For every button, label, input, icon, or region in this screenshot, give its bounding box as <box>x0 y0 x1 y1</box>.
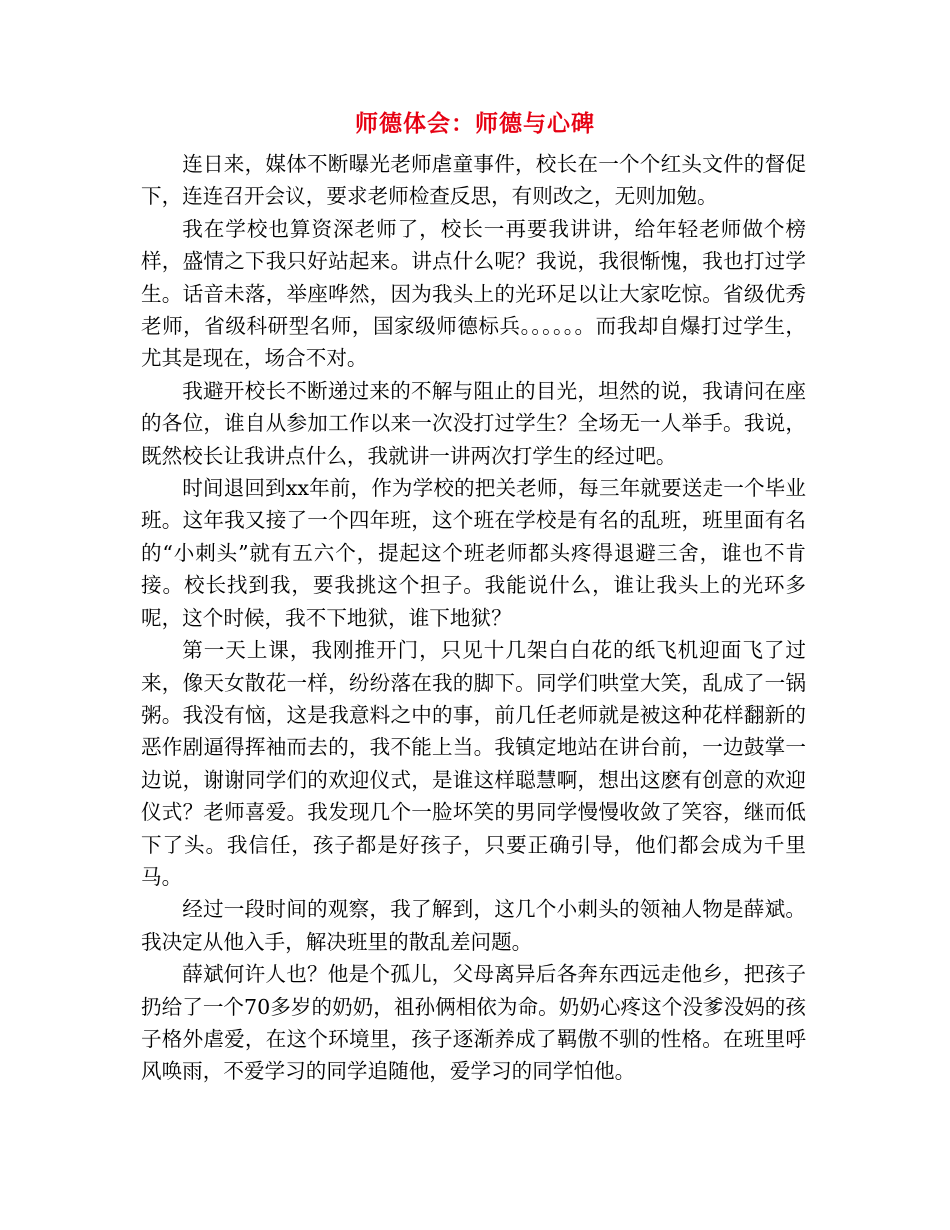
paragraph-7: 薛斌何许人也？他是个孤儿，父母离异后各奔东西远走他乡，把孩子扔给了一个70多岁的奶奶，祖孙俩相依为命。奶奶心疼这个没爹没妈的孩子格外虐爱，在这个环境里，孩子逐渐养成了羁傲不驯的性格。在班里呼风唤雨，不爱学习的同学追随他，爱学习的同学怕他。 <box>141 962 806 1084</box>
document-body <box>141 148 806 1088</box>
paragraph-3: 我避开校长不断递过来的不解与阻止的目光，坦然的说，我请问在座的各位，谁自从参加工作以来一次没打过学生？全场无一人举手。我说，既然校长让我讲点什么，我就讲一讲两次打学生的经过吧。 <box>141 378 806 468</box>
paragraph-2: 我在学校也算资深老师了，校长一再要我讲讲，给年轻老师做个榜样，盛情之下我只好站起来。讲点什么呢？我说，我很惭愧，我也打过学生。话音未落，举座哗然，因为我头上的光环足以让大家吃惊。省级优秀老师，省级科研型名师，国家级师德标兵。。。。。。而我却自爆打过学生，尤其是现在，场合不对。 <box>141 216 806 371</box>
paragraph-5: 第一天上课，我刚推开门，只见十几架白白花的纸飞机迎面飞了过来，像天女散花一样，纷纷落在我的脚下。同学们哄堂大笑，乱成了一锅粥。我没有恼，这是我意料之中的事，前几任老师就是被这种花样翻新的恶作剧逼得挥袖而去的，我不能上当。我镇定地站在讲台前，一边鼓掌一边说，谢谢同学们的欢迎仪式，是谁这样聪慧啊，想出这麽有创意的欢迎仪式？老师喜爱。我发现几个一脸坏笑的男同学慢慢收敛了笑容，继而低下了头。我信任，孩子都是好孩子，只要正确引导，他们都会成为千里马。 <box>141 638 806 889</box>
paragraph-4: 时间退回到xx年前，作为学校的把关老师，每三年就要送走一个毕业班。这年我又接了一个四年班，这个班在学校是有名的乱班，班里面有名的“小刺头”就有五六个，提起这个班老师都头疼得退避三舍，谁也不肯接。校长找到我，要我挑这个担子。我能说什么，谁让我头上的光环多呢，这个时候，我不下地狱，谁下地狱？ <box>141 476 806 630</box>
document-title: 师德体会：师德与心碑 <box>355 110 595 137</box>
paragraph-1: 连日来，媒体不断曝光老师虐童事件，校长在一个个红头文件的督促下，连连召开会议，要求老师检查反思，有则改之，无则加勉。 <box>141 152 806 209</box>
paragraph-6: 经过一段时间的观察，我了解到，这几个小刺头的领袖人物是薛斌。我决定从他入手，解决班里的散乱差问题。 <box>141 897 806 954</box>
